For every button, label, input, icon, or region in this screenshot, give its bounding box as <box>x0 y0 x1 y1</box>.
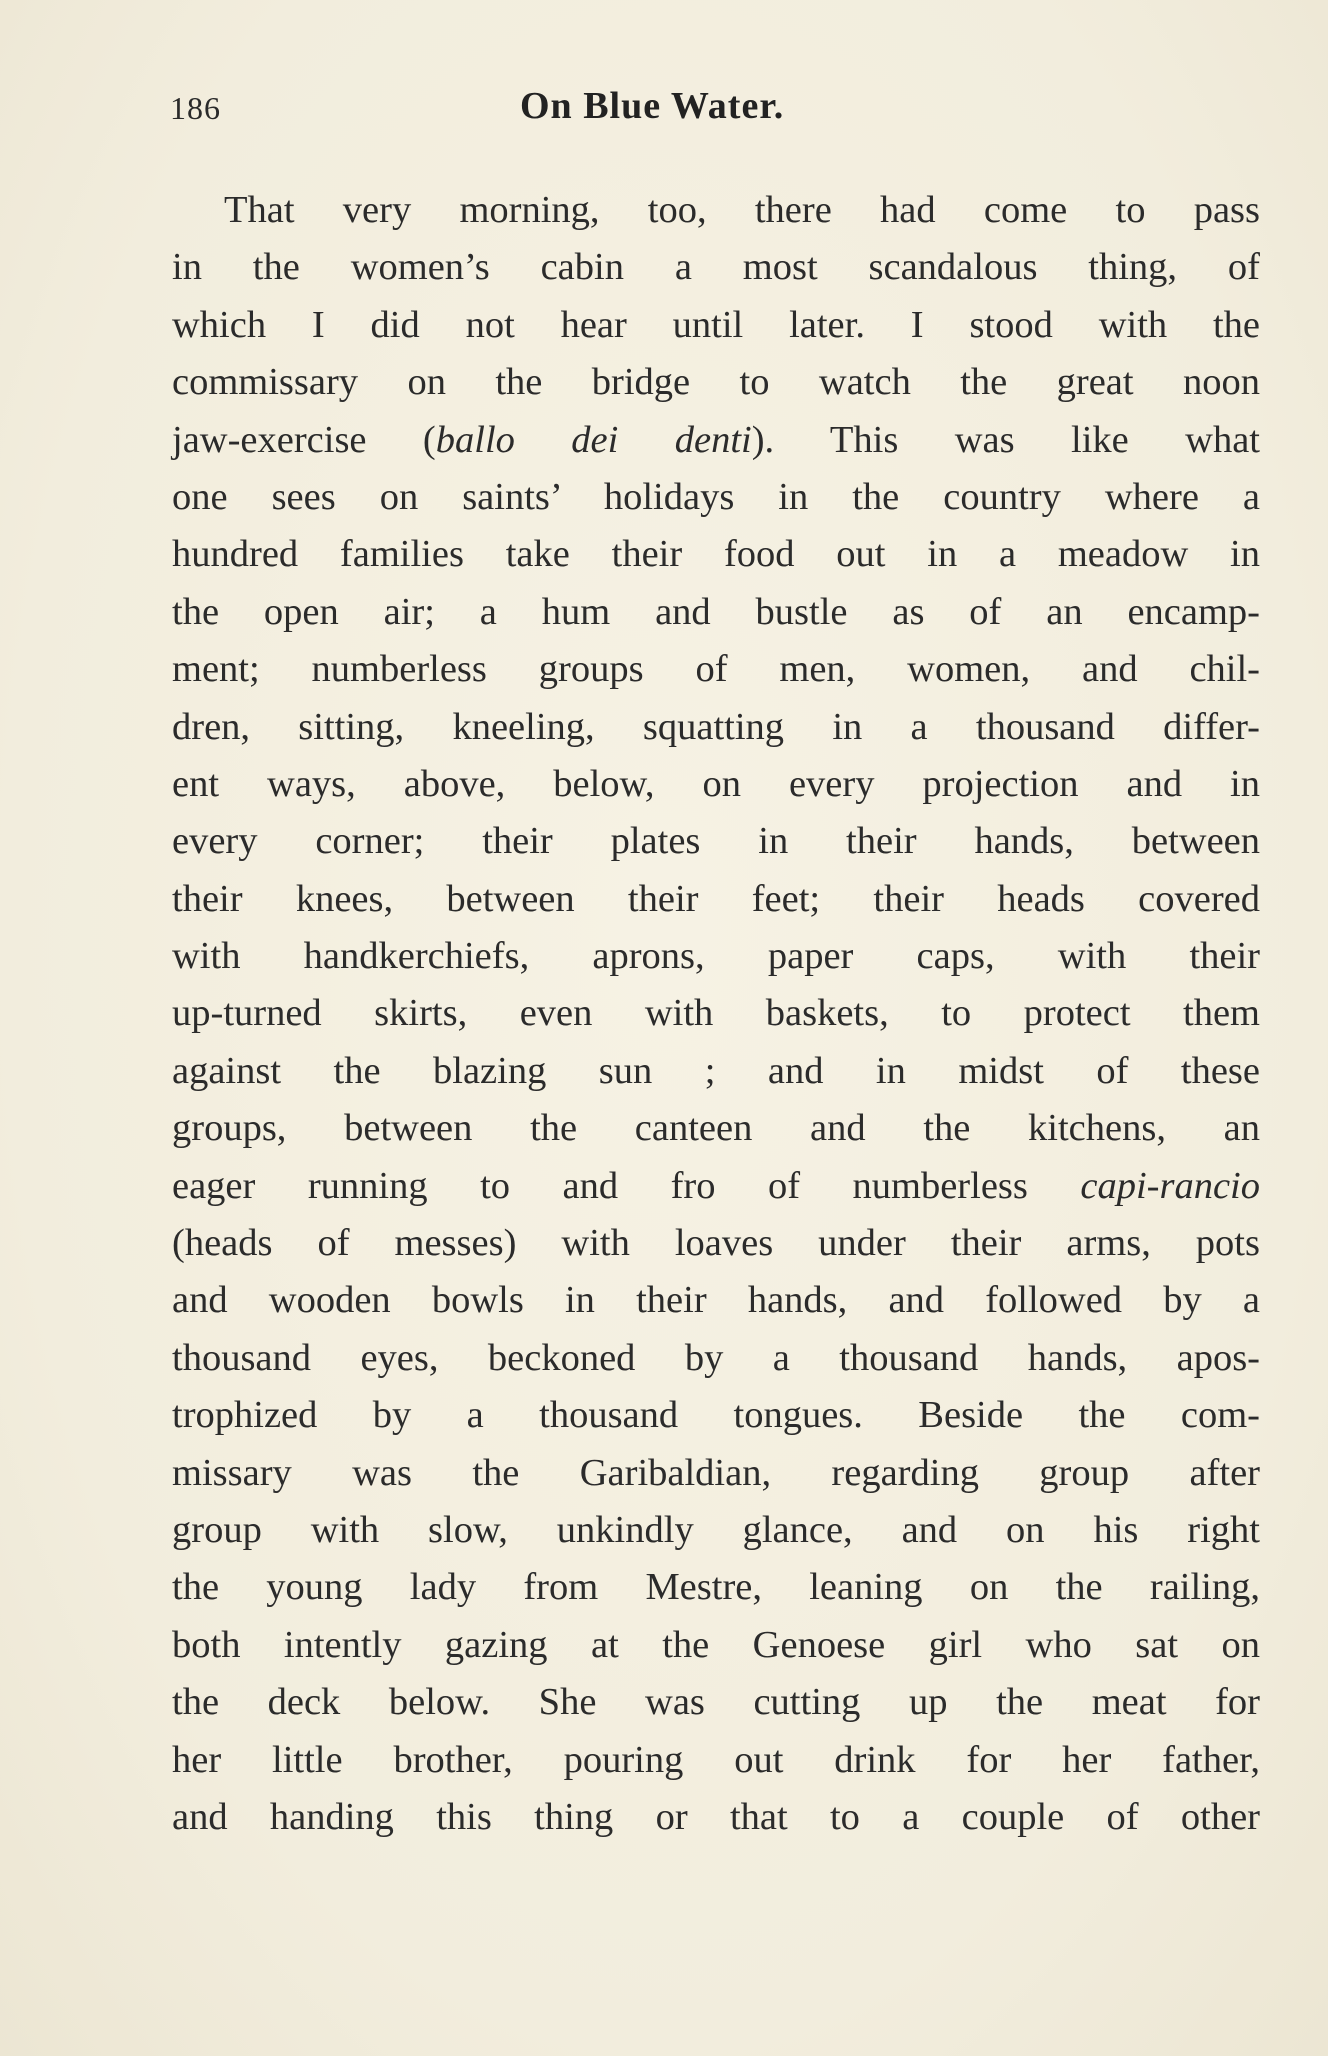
text-line: and handing this thing or that to a couple of other <box>172 1795 1260 1838</box>
text-line: her little brother, pouring out drink for her father, <box>172 1738 1260 1781</box>
text-line: commissary on the bridge to watch the great noon <box>172 361 1260 404</box>
text-line: against the blazing sun ; and in midst of these <box>172 1049 1260 1092</box>
page-number: 186 <box>170 90 221 126</box>
body-text <box>172 182 1260 1846</box>
text-line: every corner; their plates in their hands, between <box>172 820 1260 863</box>
text-line: thousand eyes, beckoned by a thousand hands, apos- <box>172 1336 1260 1379</box>
text-line <box>172 412 1260 469</box>
text-segment: eager running to and fro of numberless <box>172 1164 1081 1207</box>
text-segment: jaw-exercise ( <box>172 418 436 461</box>
text-line: the open air; a hum and bustle as of an encamp- <box>172 590 1260 633</box>
text-line: missary was the Garibaldian, regarding group after <box>172 1451 1260 1494</box>
text-line: the young lady from Mestre, leaning on the railing, <box>172 1566 1260 1609</box>
text-line: up-turned skirts, even with baskets, to protect them <box>172 992 1260 1035</box>
running-title: On Blue Water. <box>520 85 785 127</box>
text-line <box>172 1158 1260 1215</box>
italic-phrase: ballo dei denti <box>435 418 752 461</box>
text-line: group with slow, unkindly glance, and on his right <box>172 1508 1260 1551</box>
text-line: with handkerchiefs, aprons, paper caps, with their <box>172 935 1260 978</box>
text-line: the deck below. She was cutting up the meat for <box>172 1681 1260 1724</box>
text-line: which I did not hear until later. I stood with the <box>172 303 1260 346</box>
text-line: (heads of messes) with loaves under their arms, pots <box>172 1222 1260 1265</box>
text-line: ent ways, above, below, on every projection and in <box>172 762 1260 805</box>
text-line: both intently gazing at the Genoese girl who sat on <box>172 1623 1260 1666</box>
text-line: their knees, between their feet; their heads covered <box>172 877 1260 920</box>
text-line: and wooden bowls in their hands, and followed by a <box>172 1279 1260 1322</box>
text-line: groups, between the canteen and the kitchens, an <box>172 1107 1260 1150</box>
page-header <box>160 80 1270 140</box>
text-line: one sees on saints’ holidays in the country where a <box>172 475 1260 518</box>
text-line: That very morning, too, there had come to pass <box>224 189 1260 231</box>
text-line: ment; numberless groups of men, women, and chil- <box>172 648 1260 691</box>
text-line: trophized by a thousand tongues. Beside the com- <box>172 1394 1260 1437</box>
text-line: dren, sitting, kneeling, squatting in a thousand differ- <box>172 705 1260 748</box>
italic-phrase: capi-rancio <box>1080 1164 1260 1207</box>
text-segment: ). This was like what <box>751 418 1260 461</box>
text-line: hundred families take their food out in a meadow in <box>172 533 1260 576</box>
text-line: in the women’s cabin a most scandalous thing, of <box>172 246 1260 289</box>
